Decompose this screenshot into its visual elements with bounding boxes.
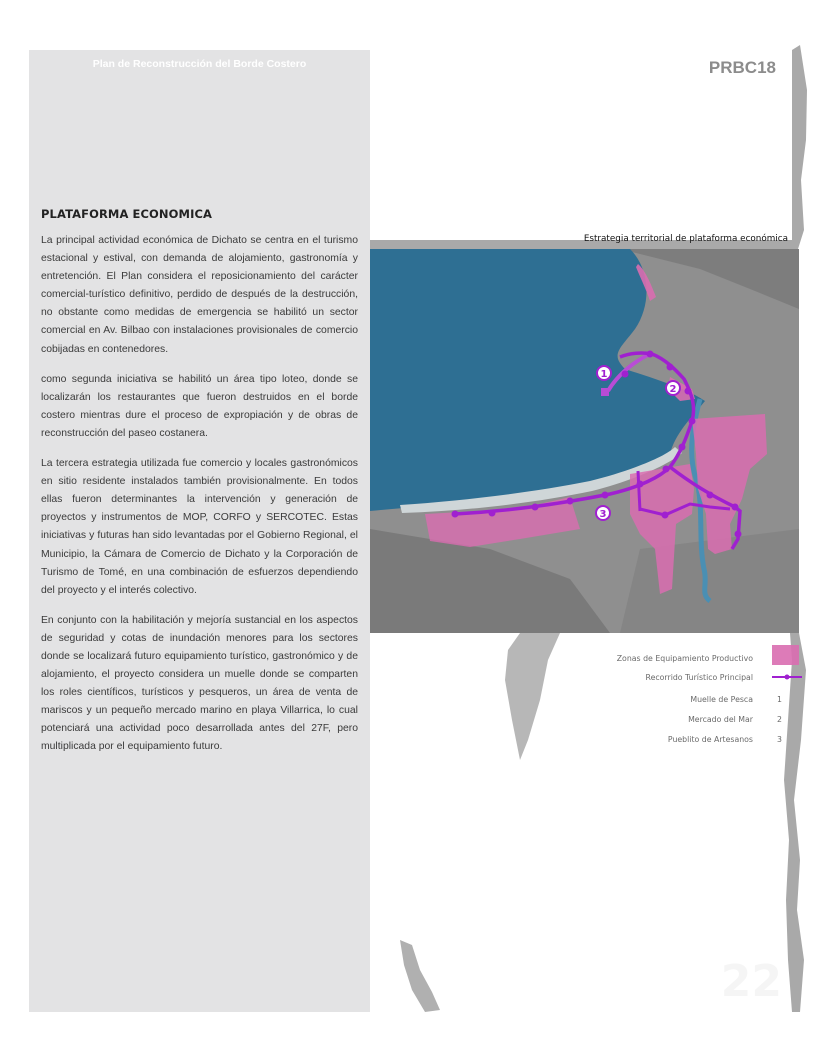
legend-label-productive-zones: Zonas de Equipamiento Productivo [616, 654, 753, 663]
marker-2-label: 2 [669, 384, 677, 395]
tourist-route [638, 471, 640, 511]
paragraph-3: La tercera estrategia utilizada fue comercio y locales gastronómicos en sitio residente instalados también provisionalmente. En todos ellas fueron determinantes la intervención y generación de proyectos y instrumentos de MOP, CORFO y SERCOTEC. Estas iniciativas y futuras han sido levantadas por el Gobierno Regional, el Municipio, la Cámara de Comercio de Dichato y la Corporación de Turismo de Tomé, en una combinación de esfuerzos dependiendo del proyecto y el interés colectivo. [41, 458, 358, 596]
paragraph-4: En conjunto con la habilitación y mejoría sustancial en los aspectos de seguridad y cotas de inundación menores para los sectores donde se localizará futuro equipamiento turístico, gastronómico y de alojamiento, el proyecto considera un muelle donde se comparten los roles científicos, turísticos y pesqueros, un área de venta de mariscos y un pequeño mercado marino en playa Villarrica, lo cual potenciará una actividad poco desarrollada antes del 27F, pero multiplicada por el equipamiento futuro. [41, 614, 358, 753]
territorial-strategy-map [370, 249, 799, 633]
pier-head [601, 388, 609, 396]
legend-swatch-tourist-route [772, 671, 802, 683]
section-title: PLATAFORMA ECONOMICA [41, 207, 212, 221]
body-text [41, 232, 358, 769]
marker-1-label: 1 [600, 369, 608, 380]
legend-label-sea-market: Mercado del Mar [688, 715, 753, 724]
legend-number-sea-market: 2 [777, 715, 782, 724]
marker-2 [666, 381, 680, 395]
map-caption: Estrategia territorial de plataforma económica [583, 234, 788, 244]
page-number: 22 [720, 956, 782, 1007]
paragraph-1: La principal actividad económica de Dichato se centra en el turismo estacional y estival, con demanda de alojamiento, gastronomía y entretención. El Plan considera el reposicionamiento del carácter comercial-turístico definitivo, perdido de después de la destrucción, no obstante como medidas de emergencia se habilitó un sector comercial en Av. Bilbao con instalaciones provisionales de comercio cobijadas en contenedores. [41, 235, 358, 355]
marker-3 [596, 506, 610, 520]
legend-number-artisan-village: 3 [777, 735, 782, 744]
marker-3-label: 3 [599, 509, 607, 520]
legend-label-fishing-pier: Muelle de Pesca [690, 695, 753, 704]
legend-swatch-productive-zones [772, 645, 799, 665]
legend-label-tourist-route: Recorrido Turístico Principal [645, 673, 753, 682]
legend-number-fishing-pier: 1 [777, 695, 782, 704]
text-panel [29, 50, 370, 1012]
legend-label-artisan-village: Pueblito de Artesanos [667, 735, 753, 744]
document-code: PRBC18 [708, 58, 776, 77]
marker-1 [597, 366, 611, 380]
header-title: Plan de Reconstrucción del Borde Costero [92, 58, 307, 70]
paragraph-2: como segunda iniciativa se habilitó un área tipo loteo, donde se localizarán los restaurantes que fueron destruidos en el borde costero mientras dure el proceso de expropiación y de obras de reconstrucción del paseo costanera. [41, 373, 358, 439]
